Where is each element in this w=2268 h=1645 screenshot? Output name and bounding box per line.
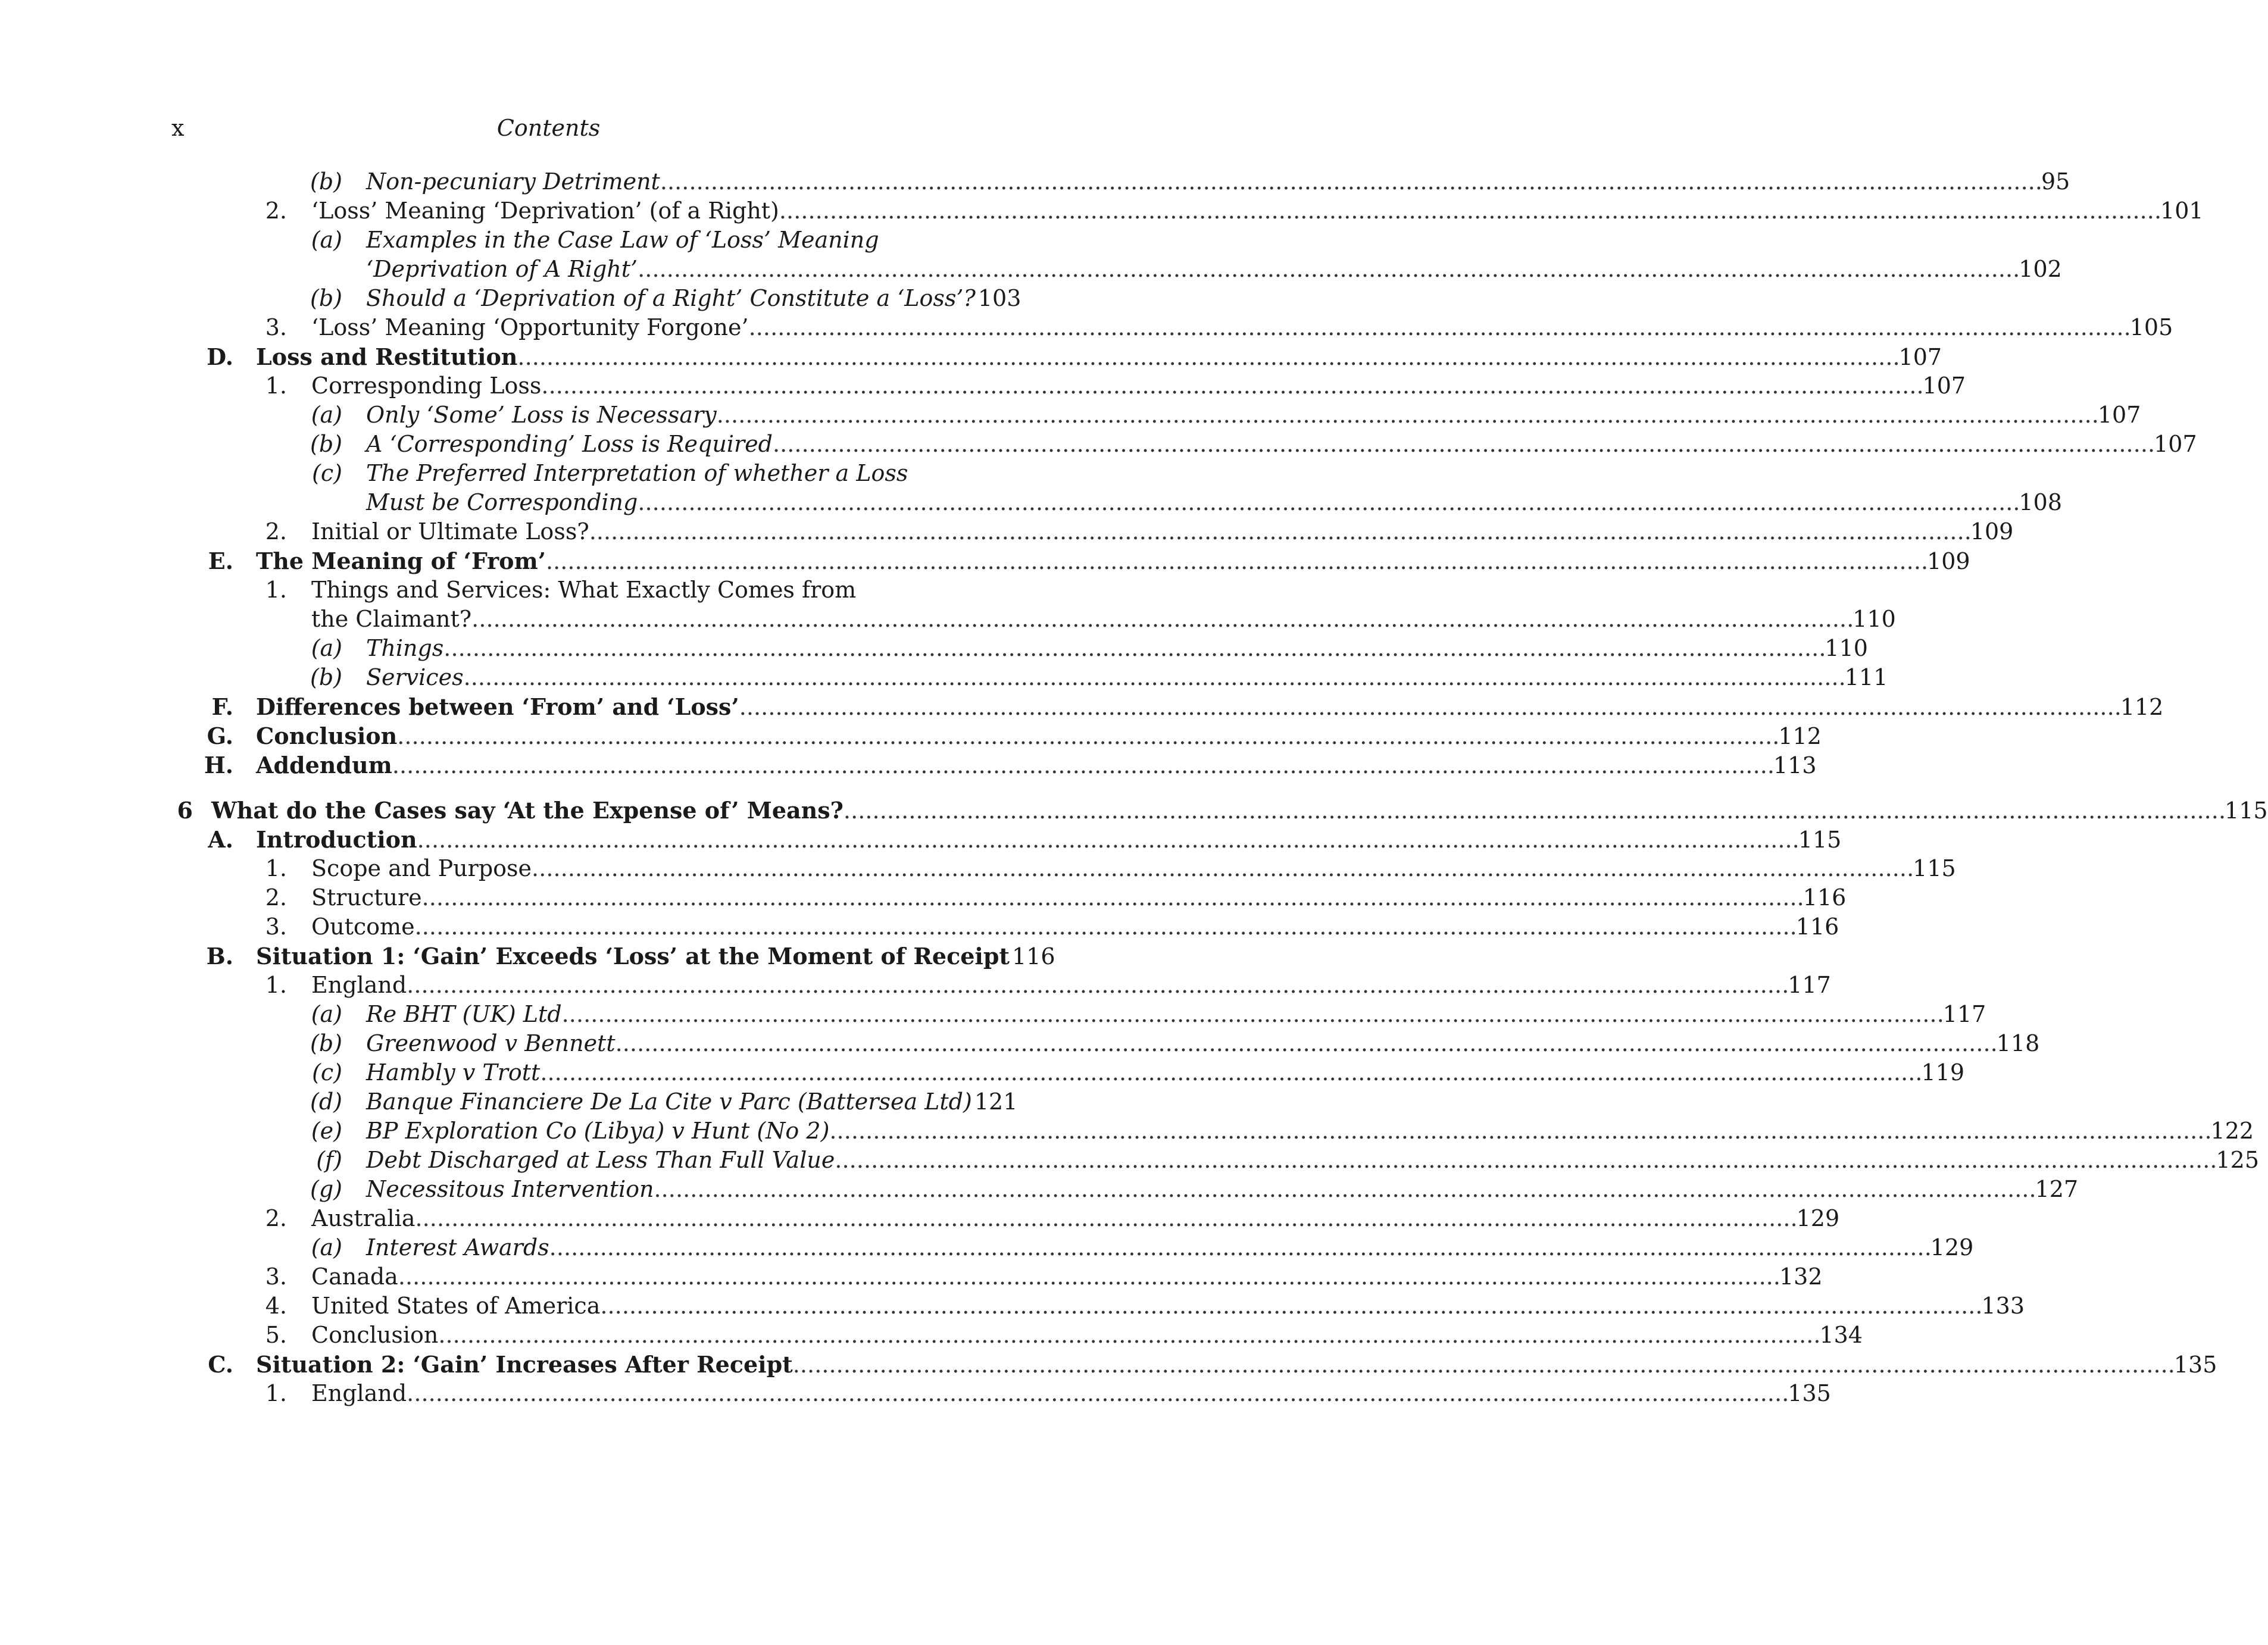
toc-entry-page: 117 [1788,972,1831,998]
toc-entry-page: 108 [2019,489,2063,515]
toc-entry-label: 1. [265,373,287,399]
toc-entry-label: (a) [311,227,342,253]
dot-leader [422,883,1801,912]
toc-entry-title: Debt Discharged at Less Than Full Value [366,1147,835,1173]
toc-entry-page: 121 [974,1089,1018,1115]
dot-leader [844,796,2222,825]
toc-entry-page: 101 [2160,198,2204,224]
toc-entry [0,883,1847,912]
toc-entry [0,430,2197,459]
dot-leader [793,1350,2172,1380]
toc-entry-label: A. [208,826,233,853]
toc-entry-page: 102 [2019,256,2062,282]
toc-entry-page: 109 [1927,548,1970,574]
toc-entry [0,284,1097,313]
dot-leader [600,1291,1979,1321]
toc-entry-page: 112 [2120,694,2164,720]
toc-entry [0,342,1942,371]
toc-entry-title: Situation 2: ‘Gain’ Increases After Receipt [256,1351,793,1378]
dot-leader [616,1029,1994,1058]
toc-entry [0,1204,1840,1233]
toc-entry-label: 6 [177,797,193,824]
toc-entry-page: 116 [1802,884,1847,911]
toc-entry-label: (e) [311,1118,342,1144]
toc-entry [0,459,1097,488]
toc-entry [0,255,2062,284]
toc-entry-label: (a) [311,402,342,428]
toc-entry-label: 3. [265,1264,287,1290]
toc-entry [0,692,2164,721]
dot-leader [549,1233,1928,1262]
toc-entry-title: Hambly v Trott [366,1059,541,1086]
toc-entry-label: 2. [265,1205,287,1231]
toc-entry-title: Corresponding Loss [311,373,542,399]
dot-leader [562,1000,1941,1029]
dot-leader [540,1058,1919,1087]
toc-entry-label: (f) [316,1147,342,1173]
toc-entry-page: 119 [1921,1059,1965,1086]
toc-entry-title: England [311,1380,407,1406]
toc-entry-title: Loss and Restitution [256,343,518,370]
page-number: x [171,115,185,141]
dot-leader [660,167,2039,196]
dot-leader [397,722,1776,751]
toc-entry [0,1291,2025,1321]
toc-entry-page: 132 [1779,1264,1823,1290]
toc-entry [0,167,2070,196]
toc-entry-page: 134 [1819,1322,1863,1348]
toc-entry-title: Outcome [311,914,415,940]
toc-entry-label: (c) [312,1059,342,1086]
toc-entry [0,942,1097,971]
toc-entry-title: Interest Awards [366,1234,549,1261]
toc-entry [0,1233,1974,1262]
dot-leader [717,401,2095,430]
toc-entry-page: 107 [1922,373,1966,399]
toc-entry-title: ‘Loss’ Meaning ‘Opportunity Forgone’ [311,314,749,340]
toc-entry [0,226,1097,255]
toc-entry-title: A ‘Corresponding’ Loss is Required [366,431,773,457]
toc-entry [0,1000,1986,1029]
toc-entry-page: 118 [1996,1030,2040,1056]
toc-entry-title: Scope and Purpose [311,855,532,881]
toc-entry-title: Only ‘Some’ Loss is Necessary [366,402,717,428]
toc-entry [0,1262,1823,1291]
toc-entry-label: (b) [310,168,342,195]
toc-entry-title: United States of America [311,1293,601,1319]
toc-entry-label: (a) [311,1234,342,1261]
toc-entry-title: Initial or Ultimate Loss? [311,518,589,545]
toc-entry-page: 105 [2129,314,2173,340]
toc-entry [0,371,1966,401]
toc-entry-label: F. [211,693,233,720]
dot-leader [739,693,2118,722]
dot-leader [638,255,2016,284]
toc-entry [0,196,2204,226]
toc-entry-title: Differences between ‘From’ and ‘Loss’ [256,693,739,720]
toc-entry-label: 3. [265,914,287,940]
toc-entry-title: Services [366,664,464,690]
dot-leader [654,1175,2032,1204]
dot-leader [829,1117,2208,1146]
dot-leader [398,1262,1777,1291]
toc-entry-label: 5. [265,1322,287,1348]
toc-entry-label: 1. [265,577,287,603]
toc-entry [0,912,1839,942]
toc-entry-title: England [311,972,407,998]
toc-entry-page: 113 [1773,752,1817,778]
dot-leader [517,343,1896,372]
toc-entry-page: 112 [1778,723,1822,749]
toc-entry [0,634,1868,663]
toc-entry-title: Structure [311,884,422,911]
toc-entry-page: 129 [1796,1205,1840,1231]
toc-entry [0,825,1842,854]
toc-entry-label: B. [206,943,233,970]
toc-entry-label: 2. [265,198,287,224]
toc-entry-title: Canada [311,1264,398,1290]
toc-entry-page: 103 [977,285,1021,311]
toc-entry [0,750,1817,780]
toc-entry-title: Things [366,635,444,661]
toc-entry [0,663,1888,692]
toc-entry-title: Banque Financiere De La Cite v Parc (Battersea Ltd) [366,1089,972,1115]
toc-entry-label: (b) [310,664,342,690]
toc-entry-page: 110 [1852,606,1896,632]
dot-leader [415,1204,1794,1233]
toc-entry-page: 127 [2035,1176,2079,1202]
toc-entry [0,1058,1965,1087]
toc-entry [0,1321,1863,1350]
dot-leader [417,825,1796,855]
toc-entry-title: Australia [311,1205,416,1231]
toc-entry-label: D. [207,343,233,370]
toc-entry [0,1175,2079,1204]
dot-leader [471,605,1850,634]
toc-entry-label: E. [208,548,233,574]
dot-leader [638,488,2016,517]
toc-entry-title: Things and Services: What Exactly Comes from [311,577,857,603]
toc-entry [0,517,2014,546]
dot-leader [541,371,1920,401]
toc-entry-title: Conclusion [311,1322,439,1348]
toc-entry [0,1146,2260,1175]
toc-entry-title: Introduction [256,826,417,853]
toc-entry-label: 2. [265,518,287,545]
toc-entry [0,1087,1097,1117]
dot-leader [392,751,1771,780]
toc-entry [0,488,2063,517]
toc-entry-title: The Meaning of ‘From’ [256,548,546,574]
dot-leader [835,1146,2213,1175]
toc-entry-page: 95 [2041,168,2070,195]
toc-entry-page: 117 [1942,1001,1986,1027]
dot-leader [438,1321,1817,1350]
toc-entry-page: 122 [2210,1118,2254,1144]
toc-entry [0,576,1097,605]
toc-entry-page: 133 [1981,1293,2025,1319]
toc-entry-title: What do the Cases say ‘At the Expense of’ Means? [211,797,844,824]
toc-entry-title: Greenwood v Bennett [366,1030,616,1056]
dot-leader [532,854,1910,883]
toc-entry-label: 1. [265,855,287,881]
toc-entry [0,1117,2254,1146]
dot-leader [749,313,2128,342]
toc-entry-page: 110 [1825,635,1868,661]
toc-entry [0,854,1956,883]
toc-entry-page: 115 [1798,827,1842,853]
toc-entry-page: 115 [2225,798,2268,824]
toc-entry-title: Examples in the Case Law of ‘Loss’ Meaning [366,227,879,253]
toc-entry-title: Re BHT (UK) Ltd [366,1001,562,1027]
toc-entry [0,796,2268,825]
toc-entry [0,605,1896,634]
toc-entry [0,721,1822,750]
toc-entry-label: 3. [265,314,287,340]
dot-leader [415,912,1794,942]
toc-entry-page: 135 [1788,1380,1831,1406]
toc-entry-label: (b) [310,285,342,311]
toc-entry-title: Necessitous Intervention [366,1176,654,1202]
toc-entry [0,1029,2040,1058]
toc-entry [0,401,2141,430]
toc-entry-label: (a) [311,1001,342,1027]
running-head: Contents [496,115,601,141]
toc-entry-label: (b) [310,1030,342,1056]
toc-entry-page: 109 [1970,518,2014,545]
toc-entry [0,1350,2217,1379]
toc-entry-title: ‘Deprivation of A Right’ [366,256,638,282]
dot-leader [464,663,1842,692]
toc-entry [0,313,2173,342]
toc-entry [0,546,1970,576]
toc-entry-title: Must be Corresponding [366,489,638,515]
toc-entry-title: Non-pecuniary Detriment [366,168,660,195]
toc-entry-label: 1. [265,1380,287,1406]
toc-entry-page: 107 [1898,344,1942,370]
dot-leader [443,634,1822,663]
dot-leader [407,1379,1785,1408]
toc-entry-page: 115 [1913,855,1956,881]
dot-leader [546,547,1925,576]
toc-entry-title: Addendum [256,752,392,778]
toc-entry-label: 1. [265,972,287,998]
toc-entry-label: H. [204,752,233,778]
toc-entry-title: Conclusion [256,723,398,749]
toc-entry-label: (d) [310,1089,342,1115]
toc-entry-page: 111 [1844,664,1888,690]
toc-entry-label: (c) [312,460,342,486]
toc-entry-page: 116 [1795,914,1839,940]
toc-entry-page: 129 [1930,1234,1974,1261]
toc-entry-page: 107 [2154,431,2197,457]
dot-leader [779,196,2158,226]
toc-entry-label: 4. [265,1293,287,1319]
toc-entry-page: 116 [1012,943,1055,970]
toc-entry [0,971,1831,1000]
toc-entry-label: (g) [310,1176,342,1202]
toc-entry-title: Should a ‘Deprivation of a Right’ Constitute a ‘Loss’? [366,285,976,311]
toc-entry-label: (a) [311,635,342,661]
toc-entry-label: (b) [310,431,342,457]
toc-entry-title: ‘Loss’ Meaning ‘Deprivation’ (of a Right) [311,198,779,224]
toc-entry [0,1379,1831,1408]
dot-leader [407,971,1785,1000]
toc-entry-label: 2. [265,884,287,911]
toc-entry-title: Situation 1: ‘Gain’ Exceeds ‘Loss’ at the Moment of Receipt [256,943,1010,970]
dot-leader [773,430,2151,459]
toc-entry-page: 107 [2097,402,2141,428]
toc-entry-title: BP Exploration Co (Libya) v Hunt (No 2) [366,1118,830,1144]
toc-entry-title: The Preferred Interpretation of whether a Loss [366,460,908,486]
toc-entry-label: C. [208,1351,233,1378]
toc-entry-page: 135 [2173,1352,2217,1378]
toc-entry-page: 125 [2216,1147,2260,1173]
toc-entry-title: the Claimant? [311,606,472,632]
dot-leader [589,517,1968,546]
table-of-contents [0,167,2268,1408]
toc-entry-label: G. [207,723,233,749]
